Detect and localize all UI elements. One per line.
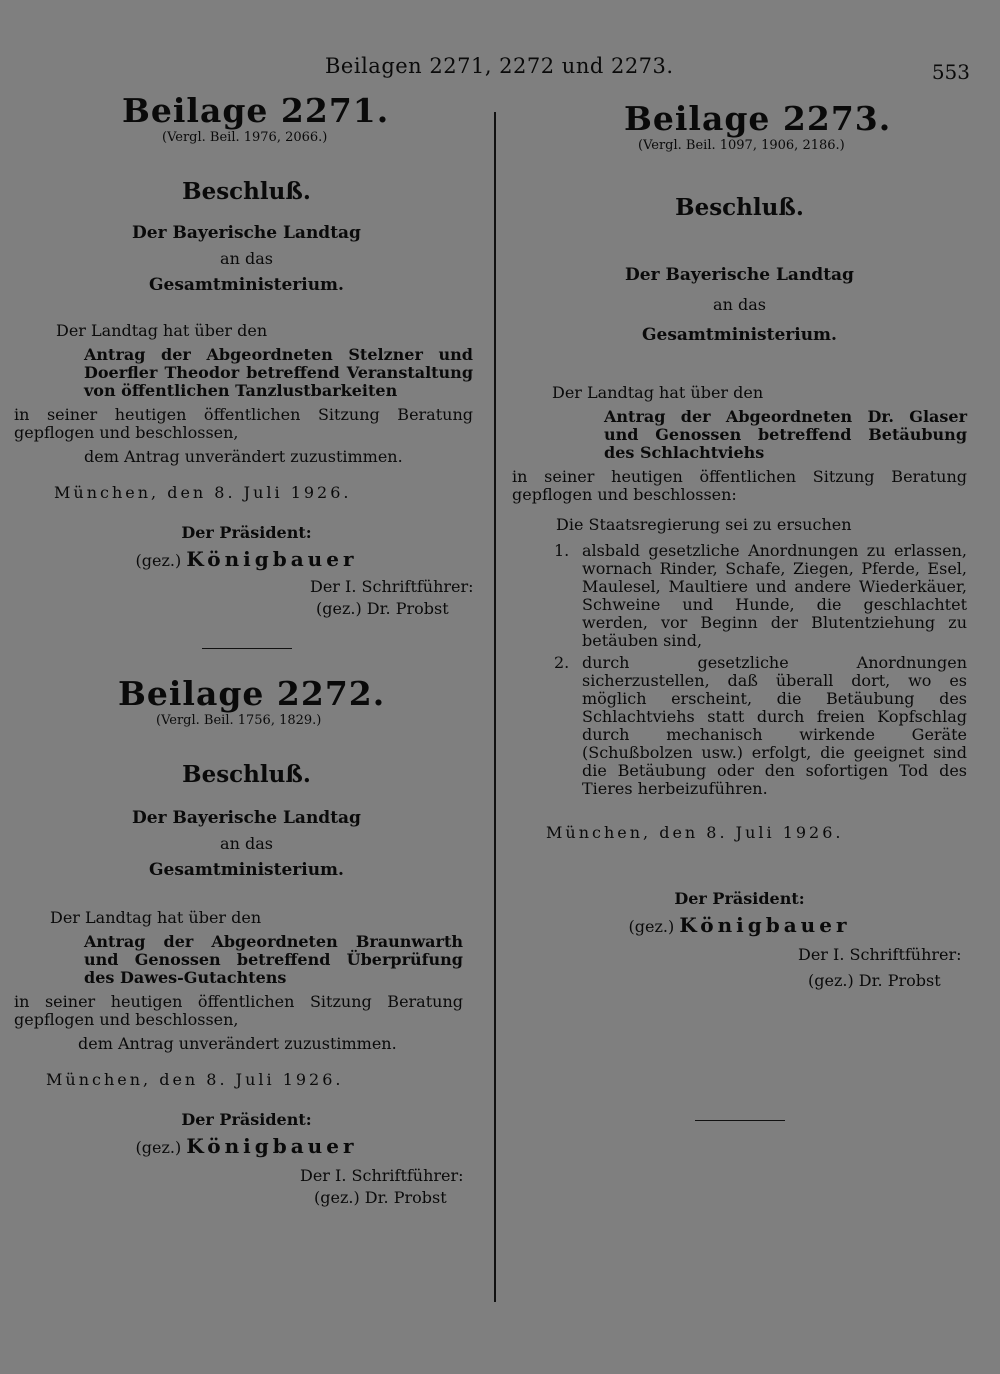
section-separator xyxy=(695,1120,785,1121)
president-label: Der Präsident: xyxy=(181,1110,312,1129)
list-item-number: 1. xyxy=(554,541,570,560)
intro-line: Der Landtag hat über den xyxy=(56,321,268,340)
sender: Der Bayerische Landtag xyxy=(625,265,854,285)
page-header xyxy=(0,54,1000,84)
place-date: München, den 8. Juli 1926. xyxy=(546,823,844,842)
president-gez: (gez.) xyxy=(135,551,182,570)
session-text: in seiner heutigen öffentlichen Sitzung Beratung gepflogen und beschlossen, xyxy=(14,405,473,442)
recipient: Gesamtministerium. xyxy=(149,860,344,880)
sender: Der Bayerische Landtag xyxy=(132,808,361,828)
beilage-title: Beilage 2272. xyxy=(118,674,386,713)
secretary-name: (gez.) Dr. Probst xyxy=(314,1188,447,1207)
beilage-title: Beilage 2271. xyxy=(122,91,390,130)
list-item xyxy=(512,542,967,650)
antrag-text: Antrag der Abgeordneten Braunwarth und Genossen betreffend Überprüfung des Dawes-Gutachtens xyxy=(84,932,463,987)
president-name: Königbauer xyxy=(186,547,358,571)
secretary-label: Der I. Schriftführer: xyxy=(798,945,962,964)
beschluss-heading: Beschluß. xyxy=(182,178,311,205)
president-gez: (gez.) xyxy=(628,917,675,936)
decision-text: dem Antrag unverändert zuzustimmen. xyxy=(84,447,403,466)
request-line: Die Staatsregierung sei zu ersuchen xyxy=(556,515,852,534)
place-date: München, den 8. Juli 1926. xyxy=(46,1070,344,1089)
list-item-number: 2. xyxy=(554,653,570,672)
column-divider xyxy=(494,112,496,1302)
recipient: Gesamtministerium. xyxy=(149,275,344,295)
president-name: Königbauer xyxy=(679,913,851,937)
beilage-title: Beilage 2273. xyxy=(624,99,892,138)
antrag-text: Antrag der Abgeordneten Dr. Glaser und Genossen betreffend Betäubung des Schlachtviehs xyxy=(604,407,967,462)
left-column xyxy=(14,92,479,1207)
secretary-name: (gez.) Dr. Probst xyxy=(808,971,941,990)
secretary-label: Der I. Schriftführer: xyxy=(310,577,474,596)
president-gez: (gez.) xyxy=(135,1138,182,1157)
president-label: Der Präsident: xyxy=(674,889,805,908)
secretary-label: Der I. Schriftführer: xyxy=(300,1166,464,1185)
secretary-name: (gez.) Dr. Probst xyxy=(316,599,449,618)
beilage-2272 xyxy=(14,675,479,1207)
decision-text: dem Antrag unverändert zuzustimmen. xyxy=(78,1034,397,1053)
president-name: Königbauer xyxy=(186,1134,358,1158)
section-separator xyxy=(202,648,292,649)
an-das: an das xyxy=(220,249,273,268)
an-das: an das xyxy=(220,834,273,853)
list-item-text: alsbald gesetzliche Anordnungen zu erlassen, wornach Rinder, Schafe, Ziegen, Pferde, Esel, Maulesel, Maultiere und andere Wiederkäuer, Schweine und Hunde, die geschlachtet werden, vor Beginn der Blutentziehung zu betäuben sind, xyxy=(582,541,967,650)
session-text: in seiner heutigen öffentlichen Sitzung Beratung gepflogen und beschlossen, xyxy=(14,992,463,1029)
page-number: 553 xyxy=(931,60,970,84)
beilage-reference: (Vergl. Beil. 1976, 2066.) xyxy=(162,130,328,145)
place-date: München, den 8. Juli 1926. xyxy=(54,483,352,502)
list-item xyxy=(512,654,967,798)
intro-line: Der Landtag hat über den xyxy=(50,908,262,927)
an-das: an das xyxy=(713,295,766,314)
running-title: Beilagen 2271, 2272 und 2273. xyxy=(325,54,674,78)
recipient: Gesamtministerium. xyxy=(642,325,837,345)
sender: Der Bayerische Landtag xyxy=(132,223,361,243)
president-label: Der Präsident: xyxy=(181,523,312,542)
beilage-reference: (Vergl. Beil. 1756, 1829.) xyxy=(156,713,322,728)
beilage-2271 xyxy=(14,92,479,618)
beilage-2273 xyxy=(512,100,967,1121)
session-text: in seiner heutigen öffentlichen Sitzung Beratung gepflogen und beschlossen: xyxy=(512,467,967,504)
beschluss-heading: Beschluß. xyxy=(675,194,804,221)
beschluss-heading: Beschluß. xyxy=(182,761,311,788)
request-list xyxy=(512,542,967,798)
list-item-text: durch gesetzliche Anordnungen sicherzustellen, daß überall dort, wo es möglich erscheint, die Betäubung des Schlachtviehs statt durch freien Kopfschlag durch mechanisch wirkende Geräte (Schußbolzen usw.) erfolgt, die geeignet sind die Betäubung oder den sofortigen Tod des Tieres herbeizuführen. xyxy=(582,653,967,798)
beilage-reference: (Vergl. Beil. 1097, 1906, 2186.) xyxy=(638,138,845,153)
intro-line: Der Landtag hat über den xyxy=(552,383,764,402)
right-column xyxy=(512,100,967,1121)
antrag-text: Antrag der Abgeordneten Stelzner und Doerfler Theodor betreffend Veranstaltung von öffentlichen Tanzlustbarkeiten xyxy=(84,345,473,400)
